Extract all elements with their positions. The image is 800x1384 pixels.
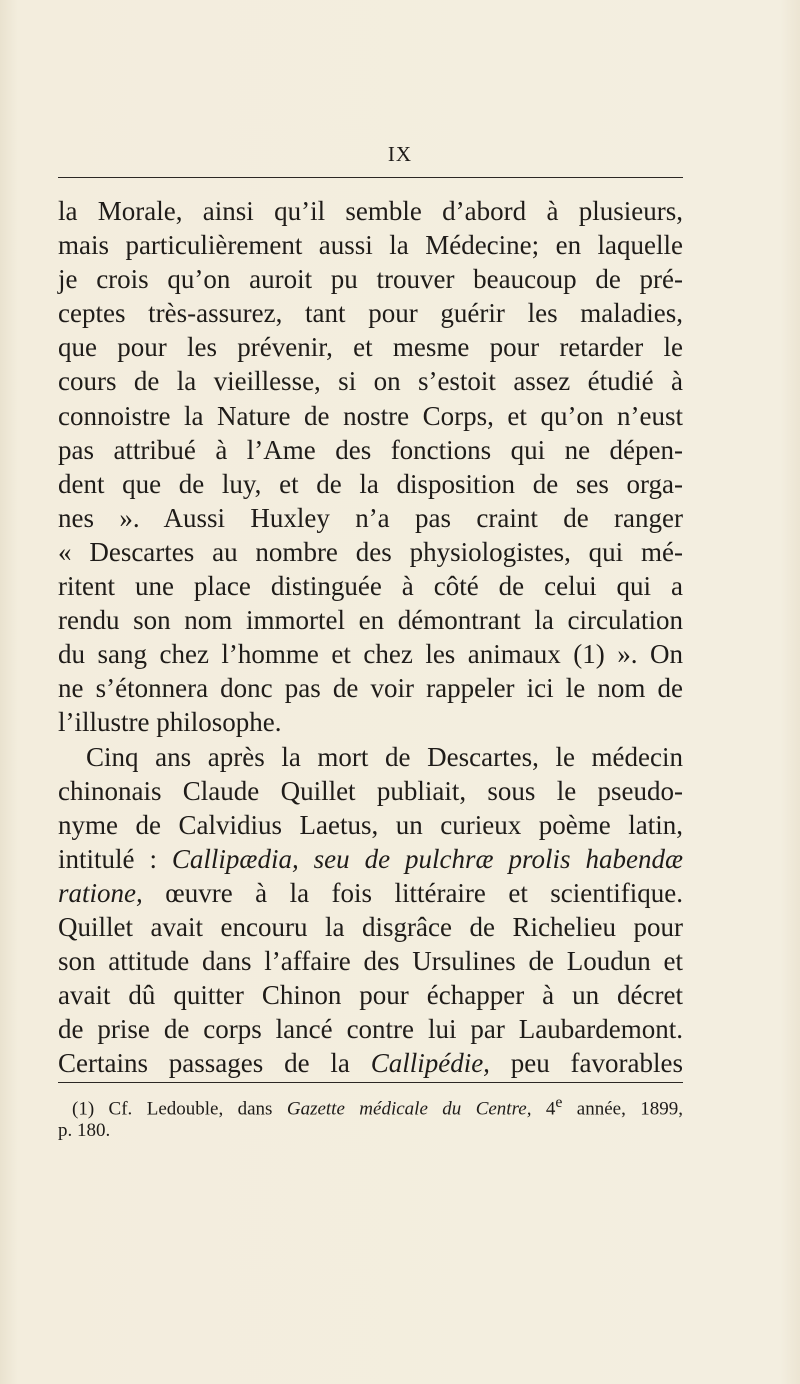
text-line: mais particulièrement aussi la Médecine; en laquelle xyxy=(58,230,683,261)
text-segment: peu favorables xyxy=(489,1048,683,1079)
text-line: que pour les prévenir, et mesme pour retarder le xyxy=(58,332,683,363)
text-line: pas attribué à l’Ame des fonctions qui ne dépen- xyxy=(58,434,683,465)
footnote-text: année, 1899, xyxy=(562,1098,683,1120)
footnote-line xyxy=(58,1092,683,1120)
text-line: l’illustre philosophe. xyxy=(58,707,282,738)
footnote xyxy=(58,1092,683,1142)
footnote-marker: (1) xyxy=(72,1098,95,1120)
text-line: ritent une place distinguée à côté de celui qui a xyxy=(58,571,683,602)
text-line: connoistre la Nature de nostre Corps, et qu’on n’eust xyxy=(58,400,683,431)
footnote-text: 4 xyxy=(531,1098,556,1120)
text-line: avait dû quitter Chinon pour échapper à un décret xyxy=(58,980,683,1011)
italic-title: Callipædia, seu de pulchræ prolis habendæ xyxy=(171,843,683,874)
italic-title: Callipédie, xyxy=(370,1048,490,1079)
text-line: ne s’étonnera donc pas de voir rappeler ici le nom de xyxy=(58,673,683,704)
footnote-rule xyxy=(58,1082,683,1083)
text-line: « Descartes au nombre des physiologistes, qui mé- xyxy=(58,536,683,567)
footnote-superscript: e xyxy=(555,1094,563,1111)
footnote-line: p. 180. xyxy=(58,1120,111,1142)
text-line: du sang chez l’homme et chez les animaux (1) ». On xyxy=(58,639,683,670)
text-line: nes ». Aussi Huxley n’a pas craint de ranger xyxy=(58,502,683,533)
text-line xyxy=(58,876,683,910)
text-line: Cinq ans après la mort de Descartes, le médecin xyxy=(86,741,683,772)
text-line xyxy=(58,842,683,876)
text-line: de prise de corps lancé contre lui par Laubardemont. xyxy=(58,1014,683,1045)
body-text xyxy=(58,194,683,1080)
text-line: nyme de Calvidius Laetus, un curieux poème latin, xyxy=(58,809,683,840)
text-line: son attitude dans l’affaire des Ursulines de Loudun et xyxy=(58,946,683,977)
page-number: IX xyxy=(387,142,413,166)
text-line: chinonais Claude Quillet publiait, sous le pseudo- xyxy=(58,775,683,806)
footnote-text: Cf. Ledouble, dans xyxy=(94,1098,287,1120)
header-rule xyxy=(58,177,683,178)
text-line: rendu son nom immortel en démontrant la circulation xyxy=(58,605,683,636)
text-segment: intitulé : xyxy=(58,843,172,874)
text-segment: Certains passages de la xyxy=(58,1048,371,1079)
text-line: Quillet avait encouru la disgrâce de Richelieu pour xyxy=(58,911,683,942)
italic-title: ratione, xyxy=(58,877,143,908)
text-line xyxy=(58,1046,683,1080)
text-line: ceptes très-assurez, tant pour guérir les maladies, xyxy=(58,298,683,329)
text-line: dent que de luy, et de la disposition de ses orga- xyxy=(58,468,683,499)
text-line: je crois qu’on auroit pu trouver beaucoup de pré- xyxy=(58,264,683,295)
text-line: cours de la vieillesse, si on s’estoit assez étudié à xyxy=(58,366,683,397)
text-segment: œuvre à la fois littéraire et scientifique. xyxy=(142,877,683,908)
text-line: la Morale, ainsi qu’il semble d’abord à plusieurs, xyxy=(58,196,683,226)
footnote-journal-title: Gazette médicale du Centre, xyxy=(286,1098,532,1120)
